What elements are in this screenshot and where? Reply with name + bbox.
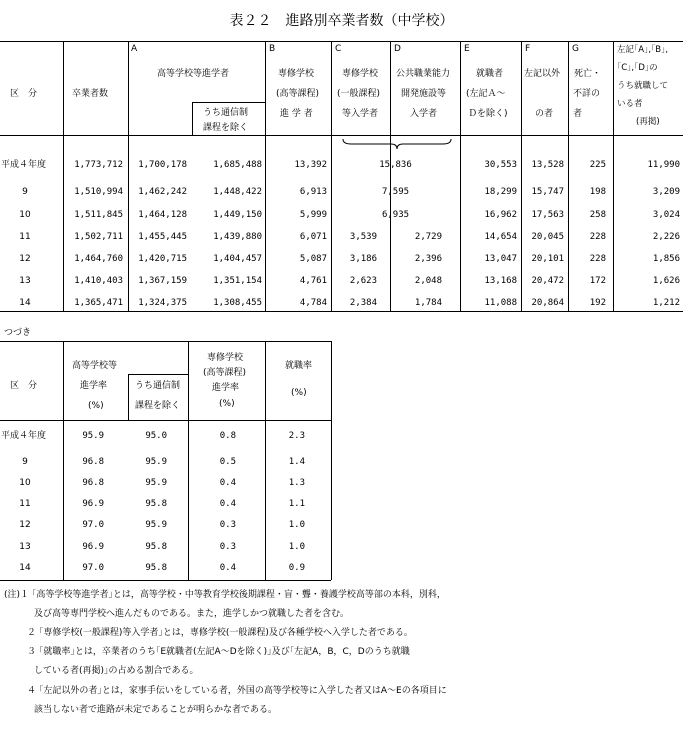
cell-asub: 1,439,880 <box>213 232 262 242</box>
table-row <box>0 230 683 244</box>
cell-g: 192 <box>589 298 606 308</box>
t1-hdr-C-letter: C <box>335 44 342 54</box>
cell-d: 0.9 <box>288 563 305 573</box>
t1-hdr-B2: (高等課程) <box>276 89 320 99</box>
cell-d: 1.0 <box>288 542 305 552</box>
cell-b: 6,071 <box>299 232 327 242</box>
t1-vrule <box>568 41 569 311</box>
row-year: 12 <box>19 520 31 530</box>
cell-a: 97.0 <box>82 520 104 530</box>
t1-hdr-E1: 就職者 <box>476 69 504 79</box>
cell-b: 95.8 <box>145 542 167 552</box>
note-1a: (注)１ ｢高等学校等進学者｣とは，高等学校・中等教育学校後期課程・盲・聾・養護学校高等部の本科，別科， <box>4 590 446 600</box>
cell-d: 2,729 <box>414 232 442 242</box>
t1-hdr-C3: 等入学者 <box>342 109 379 119</box>
cell-a: 1,324,375 <box>138 298 187 308</box>
cell-h: 3,209 <box>652 187 680 197</box>
cell-d: 1.1 <box>288 499 305 509</box>
t1-hdr-A-letter: A <box>131 44 138 54</box>
t2-header-bottom-rule <box>0 420 331 421</box>
t2-vrule <box>128 374 129 420</box>
t1-hdr-D1: 公共職業能力 <box>396 69 451 79</box>
t1-hdr-G1: 死亡・ <box>574 69 602 79</box>
t2-hdr-c1: 専修学校 <box>207 353 244 363</box>
cell-c: 0.4 <box>219 499 236 509</box>
t1-hdr-sotsugyo: 卒業者数 <box>72 89 109 99</box>
t2-hdr-d2: (%) <box>291 388 307 398</box>
cell-a: 1,420,715 <box>138 254 187 264</box>
t1-hdr-H4: いる者 <box>617 99 643 109</box>
t1-sub-rule <box>192 102 265 103</box>
cell-e: 18,299 <box>484 187 517 197</box>
t1-vrule <box>521 41 522 311</box>
row-year: 13 <box>19 276 31 286</box>
t1-hdr-A-label: 高等学校等進学者 <box>157 69 230 79</box>
cell-b: 4,784 <box>299 298 327 308</box>
cell-a: 95.9 <box>82 431 104 441</box>
cell-total: 1,510,994 <box>74 187 123 197</box>
t1-hdr-G3: 者 <box>573 109 583 119</box>
cell-asub: 1,449,150 <box>213 210 262 220</box>
t1-vrule <box>192 102 193 135</box>
cell-asub: 1,308,455 <box>213 298 262 308</box>
continued-label: つづき <box>4 328 32 338</box>
cell-g: 225 <box>589 160 606 170</box>
t1-hdr-E3: Ｄを除く) <box>468 109 508 119</box>
row-year: 10 <box>19 210 31 220</box>
t1-hdr-C1: 専修学校 <box>342 69 379 79</box>
table-row <box>0 476 683 490</box>
t2-hdr-d1: 就職率 <box>285 361 313 371</box>
cell-b: 95.0 <box>145 431 167 441</box>
t2-sub-rule <box>128 374 188 375</box>
cell-a: 1,367,159 <box>138 276 187 286</box>
t2-hdr-b2: 課程を除く <box>135 401 181 411</box>
page-title: 表２２ 進路別卒業者数（中学校） <box>229 13 454 29</box>
t1-hdr-F1: 左記以外 <box>524 69 561 79</box>
t2-top-rule <box>0 341 331 342</box>
cell-b: 5,087 <box>299 254 327 264</box>
table-row <box>0 296 683 310</box>
cell-b: 95.8 <box>145 563 167 573</box>
cell-d: 2,048 <box>414 276 442 286</box>
cell-b: 95.9 <box>145 457 167 467</box>
table-row <box>0 561 683 575</box>
cell-h: 1,626 <box>652 276 680 286</box>
cell-c: 0.3 <box>219 542 236 552</box>
row-year: 12 <box>19 254 31 264</box>
t1-hdr-F-letter: F <box>525 44 531 54</box>
cell-d: 1.3 <box>288 478 305 488</box>
cell-d: 1.0 <box>288 520 305 530</box>
table-row <box>0 497 683 511</box>
row-year: 14 <box>19 563 31 573</box>
cell-c: 0.4 <box>219 478 236 488</box>
cd-brace-icon <box>341 137 453 151</box>
cell-e: 30,553 <box>484 160 517 170</box>
t1-hdr-D3: 入学者 <box>410 109 438 119</box>
cell-f: 20,101 <box>531 254 564 264</box>
note-2: ２ ｢専修学校(一般課程)等入学者｣とは，専修学校(一般課程)及び各種学校へ入学した者である。 <box>27 628 413 638</box>
row-year: 平成４年度 <box>1 431 47 441</box>
cell-f: 20,045 <box>531 232 564 242</box>
t2-hdr-c4: (%) <box>219 399 235 409</box>
cell-h: 2,226 <box>652 232 680 242</box>
row-year: 14 <box>19 298 31 308</box>
note-1b: 及び高等専門学校へ進んだものである。また，進学しかつ就職した者を含む。 <box>34 609 350 619</box>
cell-a: 1,464,128 <box>138 210 187 220</box>
t1-vrule <box>390 41 391 311</box>
t1-vrule <box>128 41 129 311</box>
cell-d: 2.3 <box>288 431 305 441</box>
t1-hdr-A-sub2: 課程を除く <box>203 123 249 133</box>
cell-g: 198 <box>589 187 606 197</box>
cell-total: 1,365,471 <box>74 298 123 308</box>
t1-hdr-E-letter: E <box>464 44 470 54</box>
cell-a: 1,462,242 <box>138 187 187 197</box>
cell-b: 5,999 <box>299 210 327 220</box>
t1-hdr-B1: 専修学校 <box>278 69 315 79</box>
t1-hdr-H2: ｢C｣,｢D｣の <box>617 63 658 73</box>
cell-g: 228 <box>589 254 606 264</box>
cell-e: 11,088 <box>484 298 517 308</box>
note-4a: ４ ｢左記以外の者｣とは，家事手伝いをしている者，外国の高等学校等に入学した者又はA～Eの各項目に <box>27 686 447 696</box>
cell-c: 3,186 <box>349 254 377 264</box>
cell-h: 11,990 <box>647 160 680 170</box>
cell-e: 16,962 <box>484 210 517 220</box>
row-year: 平成４年度 <box>1 160 47 170</box>
t1-hdr-H5: (再掲) <box>636 117 660 127</box>
cell-a: 97.0 <box>82 563 104 573</box>
t1-vrule <box>460 41 461 311</box>
cell-c: 0.4 <box>219 563 236 573</box>
cell-total: 1,773,712 <box>74 160 123 170</box>
cell-asub: 1,685,488 <box>213 160 262 170</box>
cell-f: 20,472 <box>531 276 564 286</box>
cell-b: 13,392 <box>294 160 327 170</box>
cell-total: 1,511,845 <box>74 210 123 220</box>
cell-h: 1,856 <box>652 254 680 264</box>
table-row <box>0 274 683 288</box>
row-year: 11 <box>19 232 31 242</box>
note-3b: している者(再掲)｣の占める割合である。 <box>34 666 199 676</box>
t1-top-rule <box>0 41 683 42</box>
t1-hdr-G2: 不詳の <box>573 89 601 99</box>
cell-cd-combined: 7,595 <box>381 187 410 197</box>
t2-hdr-c2: (高等課程) <box>203 368 247 378</box>
t1-vrule <box>265 41 266 311</box>
t2-hdr-a3: (%) <box>88 401 104 411</box>
t1-vrule <box>63 41 64 311</box>
table-row <box>0 518 683 532</box>
cell-e: 13,047 <box>484 254 517 264</box>
row-year: 13 <box>19 542 31 552</box>
cell-c: 3,539 <box>349 232 377 242</box>
table-row <box>0 185 683 199</box>
cell-total: 1,464,760 <box>74 254 123 264</box>
cell-c: 0.3 <box>219 520 236 530</box>
cell-b: 95.8 <box>145 499 167 509</box>
t2-hdr-b1: うち通信制 <box>135 381 181 391</box>
row-year: 10 <box>19 478 31 488</box>
cell-b: 6,913 <box>299 187 327 197</box>
cell-asub: 1,404,457 <box>213 254 262 264</box>
cell-e: 13,168 <box>484 276 517 286</box>
t1-hdr-D-letter: D <box>394 44 401 54</box>
t2-hdr-a1: 高等学校等 <box>72 361 118 371</box>
cell-h: 1,212 <box>652 298 680 308</box>
t1-hdr-B3: 進 学 者 <box>280 109 313 119</box>
t1-vrule <box>331 41 332 311</box>
t1-hdr-B-letter: B <box>269 44 276 54</box>
cell-asub: 1,351,154 <box>213 276 262 286</box>
cell-g: 172 <box>589 276 606 286</box>
cell-f: 13,528 <box>531 160 564 170</box>
cell-c: 0.8 <box>219 431 236 441</box>
t2-bottom-rule <box>0 580 331 581</box>
cell-c: 2,623 <box>349 276 377 286</box>
t2-hdr-kubun: 区 分 <box>10 381 38 391</box>
cell-d: 2,396 <box>414 254 442 264</box>
cell-a: 1,700,178 <box>138 160 187 170</box>
t1-vrule <box>613 41 614 311</box>
t1-hdr-E2: (左記Ａ～ <box>466 89 506 99</box>
t1-hdr-H1: 左記｢A｣,｢B｣, <box>617 45 669 55</box>
row-year: 9 <box>22 187 28 197</box>
t1-hdr-C2: (一般課程) <box>337 89 381 99</box>
cell-b: 95.9 <box>145 520 167 530</box>
t2-hdr-a2: 進学率 <box>80 381 108 391</box>
row-year: 9 <box>22 457 28 467</box>
cell-a: 96.8 <box>82 478 104 488</box>
cell-a: 96.9 <box>82 542 104 552</box>
cell-g: 258 <box>589 210 606 220</box>
table-row <box>0 429 683 443</box>
cell-a: 1,455,445 <box>138 232 187 242</box>
cell-d: 1.4 <box>288 457 305 467</box>
table-row <box>0 252 683 266</box>
t1-hdr-G-letter: G <box>572 44 579 54</box>
t1-hdr-A-sub1: うち通信制 <box>203 108 249 118</box>
cell-h: 3,024 <box>652 210 680 220</box>
cell-d: 1,784 <box>414 298 442 308</box>
cell-total: 1,410,403 <box>74 276 123 286</box>
cell-c: 2,384 <box>349 298 377 308</box>
cell-cd-combined: 6,935 <box>381 210 410 220</box>
cell-b: 95.9 <box>145 478 167 488</box>
table-row <box>0 540 683 554</box>
note-3a: ３ ｢就職率｣とは，卒業者のうち｢E就職者(左記A～Dを除く)｣及び｢左記A，B，C，Dのうち就職 <box>27 647 410 657</box>
t2-hdr-c3: 進学率 <box>212 383 240 393</box>
cell-a: 96.9 <box>82 499 104 509</box>
t1-hdr-H3: うち就職して <box>617 81 669 91</box>
t1-hdr-F2: の者 <box>535 109 554 119</box>
cell-total: 1,502,711 <box>74 232 123 242</box>
table-row <box>0 158 683 172</box>
table-row <box>0 208 683 222</box>
t1-header-bottom-rule <box>0 135 683 136</box>
row-year: 11 <box>19 499 31 509</box>
t1-hdr-kubun: 区 分 <box>10 89 38 99</box>
cell-b: 4,761 <box>299 276 327 286</box>
cell-f: 15,747 <box>531 187 564 197</box>
cell-f: 17,563 <box>531 210 564 220</box>
cell-e: 14,654 <box>484 232 517 242</box>
t1-bottom-rule <box>0 311 683 312</box>
table-row <box>0 455 683 469</box>
cell-a: 96.8 <box>82 457 104 467</box>
note-4b: 該当しない者で進路が未定であることが明らかな者である。 <box>34 705 278 715</box>
cell-asub: 1,448,422 <box>213 187 262 197</box>
cell-g: 228 <box>589 232 606 242</box>
cell-cd-combined: 15,836 <box>379 160 412 170</box>
cell-f: 20,864 <box>531 298 564 308</box>
t1-hdr-D2: 開発施設等 <box>401 89 447 99</box>
cell-c: 0.5 <box>219 457 236 467</box>
